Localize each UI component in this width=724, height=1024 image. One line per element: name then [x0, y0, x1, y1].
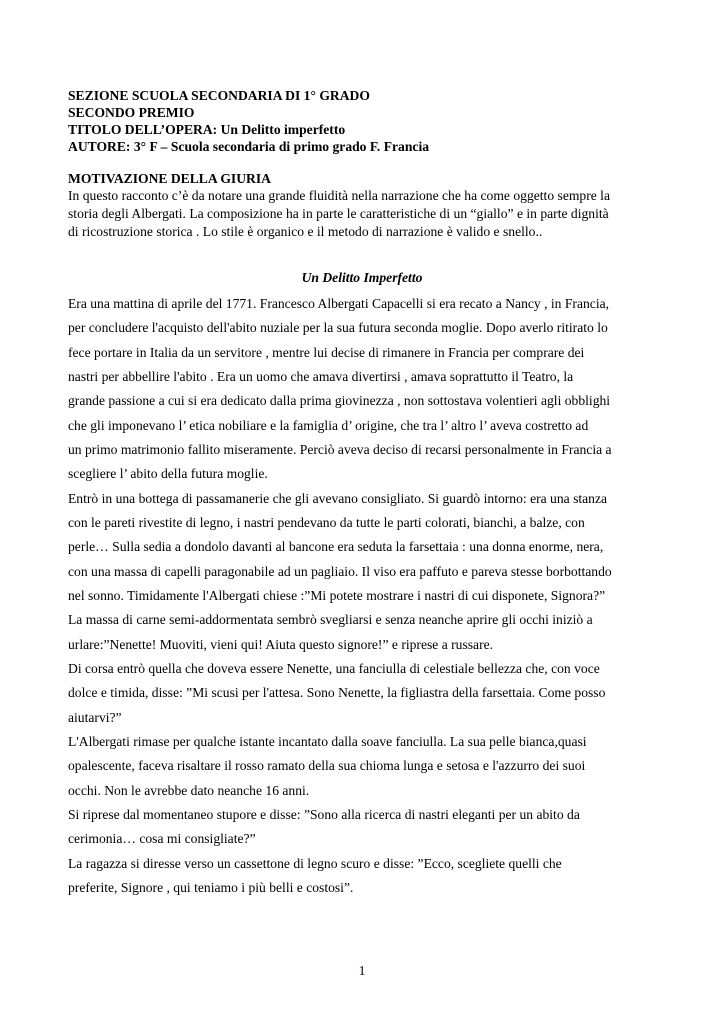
story-line: aiutarvi?” [68, 709, 122, 725]
story-line: preferite, Signore , qui teniamo i più belli e costosi”. [68, 879, 354, 895]
story-line: Entrò in una bottega di passamanerie che gli avevano consigliato. Si guardò intorno: era una stanza [68, 490, 608, 506]
story-line: con una massa di capelli paragonabile ad un pagliaio. Il viso era paffuto e pareva stesse borbottando [68, 563, 612, 579]
story-line: con le pareti rivestite di legno, i nastri pendevano da tutte le parti colorati, bianchi, a balze, con [68, 514, 585, 530]
story-line: che gli imponevano l’ etica nobiliare e la famiglia d’ origine, che tra l’ altro l’ aveva costretto ad [68, 417, 589, 433]
motivazione-line: di ricostruzione storica . Lo stile è organico e il metodo di narrazione è valido e snello.. [68, 224, 543, 239]
motivazione-line: storia degli Albergati. La composizione ha in parte le caratteristiche di un “giallo” e in parte dignità [68, 206, 609, 221]
story-title: Un Delitto Imperfetto [301, 270, 423, 285]
story-line: cerimonia… cosa mi consigliate?” [68, 831, 256, 847]
header-prize-line: SECONDO PREMIO [68, 105, 195, 120]
motivazione-heading: MOTIVAZIONE DELLA GIURIA [68, 171, 271, 186]
story-line: grande passione a cui si era dedicato dalla prima giovinezza , non sottostava volentieri agli obblighi [68, 393, 611, 409]
story-line: dolce e timida, disse: ”Mi scusi per l'attesa. Sono Nenette, la figliastra della farsettaia. Come posso [68, 685, 606, 701]
story-line: La massa di carne semi-addormentata sembrò svegliarsi e senza neanche aprire gli occhi iniziò a [68, 612, 593, 628]
page-number: 1 [358, 963, 366, 978]
motivazione-paragraph [68, 187, 668, 241]
story-line: scegliere l’ abito della futura moglie. [68, 466, 268, 482]
story-line: occhi. Non le avrebbe dato neanche 16 anni. [68, 782, 310, 798]
story-line: urlare:”Nenette! Muoviti, vieni qui! Aiuta questo signore!” e riprese a russare. [68, 636, 494, 652]
motivazione-line: In questo racconto c’è da notare una grande fluidità nella narrazione che ha come oggetto sempre la [68, 188, 610, 203]
header-section-line: SEZIONE SCUOLA SECONDARIA DI 1° GRADO [68, 88, 370, 103]
document-header [68, 87, 668, 155]
story-line: un primo matrimonio fallito miseramente. Perciò aveva deciso di recarsi personalmente in Francia a [68, 441, 612, 457]
header-author-line: AUTORE: 3° F – Scuola secondaria di primo grado F. Francia [68, 139, 430, 154]
story-line: perle… Sulla sedia a dondolo davanti al bancone era seduta la farsettaia : una donna enorme, nera, [68, 539, 604, 555]
story-line: nel sonno. Timidamente l'Albergati chiese :”Mi potete mostrare i nastri di cui disponete, Signora?” [68, 587, 606, 603]
story-line: Era una mattina di aprile del 1771. Francesco Albergati Capacelli si era recato a Nancy , in Francia, [68, 296, 610, 311]
story-body [68, 292, 668, 900]
story-line: Si riprese dal momentaneo stupore e disse: ”Sono alla ricerca di nastri eleganti per un abito da [68, 806, 580, 822]
header-title-line: TITOLO DELL’OPERA: Un Delitto imperfetto [68, 122, 346, 137]
story-line: Di corsa entrò quella che doveva essere Nenette, una fanciulla di celestiale bellezza che, con voce [68, 660, 600, 676]
story-line: L'Albergati rimase per qualche istante incantato dalla soave fanciulla. La sua pelle bianca,quasi [68, 733, 587, 749]
story-line: La ragazza si diresse verso un cassettone di legno scuro e disse: ”Ecco, scegliete quelli che [68, 855, 562, 871]
story-line: fece portare in Italia da un servitore , mentre lui decise di rimanere in Francia per comprare dei [68, 344, 585, 360]
story-line: per concludere l'acquisto dell'abito nuziale per la sua futura seconda moglie. Dopo averlo ritirato lo [68, 320, 608, 336]
story-line: nastri per abbellire l'abito . Era un uomo che amava divertirsi , amava soprattutto il Teatro, la [68, 368, 574, 384]
story-line: opalescente, faceva risaltare il rosso ramato della sua chioma lunga e setosa e l'azzurro dei suoi [68, 758, 586, 774]
